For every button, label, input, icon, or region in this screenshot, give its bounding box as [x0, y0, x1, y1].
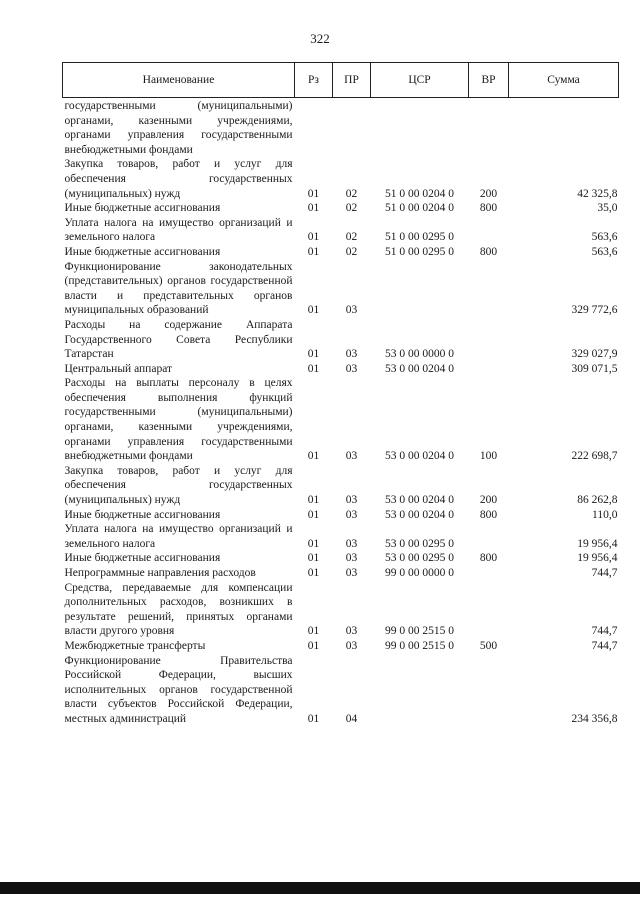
table-row: [63, 260, 619, 318]
cell-rz: 01: [307, 362, 320, 375]
cell-vr: 100: [479, 450, 498, 463]
table-row: [63, 508, 619, 523]
cell-name: Иные бюджетные ассигнования: [64, 202, 221, 215]
cell-rz: 01: [307, 348, 320, 361]
cell-vr: [469, 260, 509, 318]
cell-rz: 01: [307, 567, 320, 579]
cell-pr: 03: [345, 362, 358, 375]
cell-pr: 03: [345, 537, 358, 550]
cell-csr: 53 0 00 0295 0: [385, 552, 454, 565]
cell-rz: 01: [307, 712, 320, 725]
cell-sum: 222 698,7: [571, 450, 618, 463]
cell-name: Иные бюджетные ассигнования: [64, 508, 221, 521]
cell-csr: 99 0 00 2515 0: [385, 625, 454, 638]
cell-name: Расходы на содержание Аппарата Государственного Совета Республики Татарстан: [64, 318, 293, 361]
cell-name: Уплата налога на имущество организаций и земельного налога: [64, 216, 293, 244]
page-number: 322: [310, 31, 330, 46]
cell-vr: 800: [479, 245, 498, 258]
table-row: [63, 551, 619, 566]
cell-csr: 53 0 00 0204 0: [385, 450, 454, 463]
cell-pr: 03: [345, 625, 358, 638]
cell-name: государственными (муниципальными) органами, казенными учреждениями, органами управления государственными внебюджетными фондами: [64, 100, 293, 156]
cell-sum: [509, 98, 619, 158]
cell-vr: [469, 522, 509, 551]
cell-csr: [371, 98, 469, 158]
cell-rz: 01: [307, 231, 320, 244]
cell-rz: 01: [307, 202, 320, 215]
cell-csr: 51 0 00 0295 0: [385, 245, 454, 258]
table-row: [63, 245, 619, 260]
cell-vr: [469, 654, 509, 727]
table-row: [63, 157, 619, 201]
cell-pr: 02: [345, 231, 358, 244]
budget-table: [62, 62, 619, 727]
cell-name: Иные бюджетные ассигнования: [64, 245, 221, 258]
cell-rz: 01: [307, 625, 320, 638]
cell-rz: 01: [307, 304, 320, 317]
cell-sum: 309 071,5: [571, 362, 618, 375]
cell-rz: 01: [307, 552, 320, 565]
table-row: [63, 639, 619, 654]
table-row: [63, 201, 619, 216]
cell-sum: 744,7: [591, 639, 618, 652]
table-row: [63, 216, 619, 245]
cell-rz: 01: [307, 450, 320, 463]
cell-csr: [371, 260, 469, 318]
cell-name: Средства, передаваемые для компенсации дополнительных расходов, возникших в результате решений, принятых органами власти другого уровня: [64, 581, 293, 638]
cell-name: Непрограммные направления расходов: [64, 567, 256, 579]
cell-name: Иные бюджетные ассигнования: [64, 552, 221, 565]
cell-vr: [469, 566, 509, 581]
table-body: [63, 98, 619, 727]
cell-sum: 563,6: [591, 245, 618, 258]
cell-vr: 800: [479, 552, 498, 565]
cell-pr: 03: [345, 348, 358, 361]
cell-name: Уплата налога на имущество организаций и земельного налога: [64, 523, 293, 550]
cell-pr: 02: [345, 245, 358, 258]
cell-csr: 53 0 00 0204 0: [385, 508, 454, 521]
cell-name: Функционирование Правительства Российской Федерации, высших исполнительных органов государственной власти субъектов Российской Федерации, местных администраций: [64, 654, 293, 725]
cell-name: Закупка товаров, работ и услуг для обеспечения государственных (муниципальных) нужд: [64, 158, 293, 200]
cell-pr: 03: [345, 450, 358, 463]
cell-sum: 234 356,8: [571, 712, 618, 725]
column-header-rz: Рз: [295, 63, 333, 98]
cell-vr: 800: [479, 508, 498, 521]
cell-csr: 51 0 00 0204 0: [385, 202, 454, 215]
table-row: [63, 318, 619, 362]
cell-pr: 02: [345, 202, 358, 215]
cell-pr: 03: [345, 552, 358, 565]
cell-name: Центральный аппарат: [64, 362, 173, 375]
cell-sum: 744,7: [591, 567, 618, 579]
cell-sum: 110,0: [592, 508, 618, 521]
cell-sum: 86 262,8: [577, 494, 618, 507]
table-row: [63, 654, 619, 727]
cell-csr: 99 0 00 2515 0: [385, 639, 454, 652]
table-row: [63, 566, 619, 581]
cell-pr: 03: [345, 494, 358, 507]
cell-sum: 563,6: [591, 231, 618, 244]
scan-edge-bar: [0, 882, 640, 894]
cell-sum: 744,7: [591, 625, 618, 638]
cell-vr: [469, 318, 509, 362]
cell-name: Межбюджетные трансферты: [64, 639, 206, 652]
column-header-name: Наименование: [63, 63, 295, 98]
cell-vr: 200: [479, 187, 498, 200]
cell-csr: 53 0 00 0295 0: [385, 537, 454, 550]
cell-rz: 01: [307, 187, 320, 200]
column-header-pr: ПР: [333, 63, 371, 98]
table-row: [63, 362, 619, 377]
cell-rz: 01: [307, 537, 320, 550]
cell-pr: 02: [345, 187, 358, 200]
cell-csr: 99 0 00 0000 0: [385, 567, 454, 579]
cell-vr: 800: [479, 202, 498, 215]
column-header-csr: ЦСР: [371, 63, 469, 98]
cell-pr: 03: [345, 567, 358, 579]
cell-sum: 19 956,4: [577, 537, 618, 550]
column-header-sum: Сумма: [509, 63, 619, 98]
cell-csr: 53 0 00 0000 0: [385, 348, 454, 361]
cell-csr: 53 0 00 0204 0: [385, 494, 454, 507]
table-row: [63, 522, 619, 551]
cell-csr: 51 0 00 0204 0: [385, 187, 454, 200]
table-row: [63, 464, 619, 508]
cell-sum: 19 956,4: [577, 552, 618, 565]
table-row: [63, 98, 619, 158]
cell-vr: [469, 98, 509, 158]
cell-name: Расходы на выплаты персоналу в целях обеспечения выполнения функций государственными (муниципальными) органами, казенными учреждениями, органами управления государственными внебюджетными фондами: [64, 377, 293, 463]
column-header-vr: ВР: [469, 63, 509, 98]
cell-name: Закупка товаров, работ и услуг для обеспечения государственных (муниципальных) нужд: [64, 464, 293, 507]
cell-csr: 53 0 00 0204 0: [385, 362, 454, 375]
cell-sum: 329 772,6: [571, 304, 618, 317]
cell-rz: 01: [307, 508, 320, 521]
cell-vr: 500: [479, 639, 498, 652]
table-header: [63, 63, 619, 98]
cell-vr: 200: [479, 494, 498, 507]
cell-vr: [469, 581, 509, 639]
cell-rz: 01: [307, 639, 320, 652]
cell-name: Функционирование законодательных (представительных) органов государственной власти и представительных органов муниципальных образований: [64, 260, 293, 317]
cell-pr: 03: [345, 508, 358, 521]
cell-rz: 01: [307, 245, 320, 258]
cell-rz: 01: [307, 494, 320, 507]
table-row: [63, 376, 619, 464]
cell-csr: 51 0 00 0295 0: [385, 231, 454, 244]
table-row: [63, 581, 619, 639]
cell-sum: 35,0: [597, 202, 618, 215]
cell-pr: 04: [345, 712, 358, 725]
cell-rz: [295, 98, 333, 158]
cell-sum: 329 027,9: [571, 348, 618, 361]
cell-pr: 03: [345, 304, 358, 317]
cell-vr: [469, 216, 509, 245]
cell-vr: [469, 362, 509, 377]
cell-pr: 03: [345, 639, 358, 652]
cell-csr: [371, 654, 469, 727]
cell-pr: [333, 98, 371, 158]
cell-sum: 42 325,8: [577, 187, 618, 200]
